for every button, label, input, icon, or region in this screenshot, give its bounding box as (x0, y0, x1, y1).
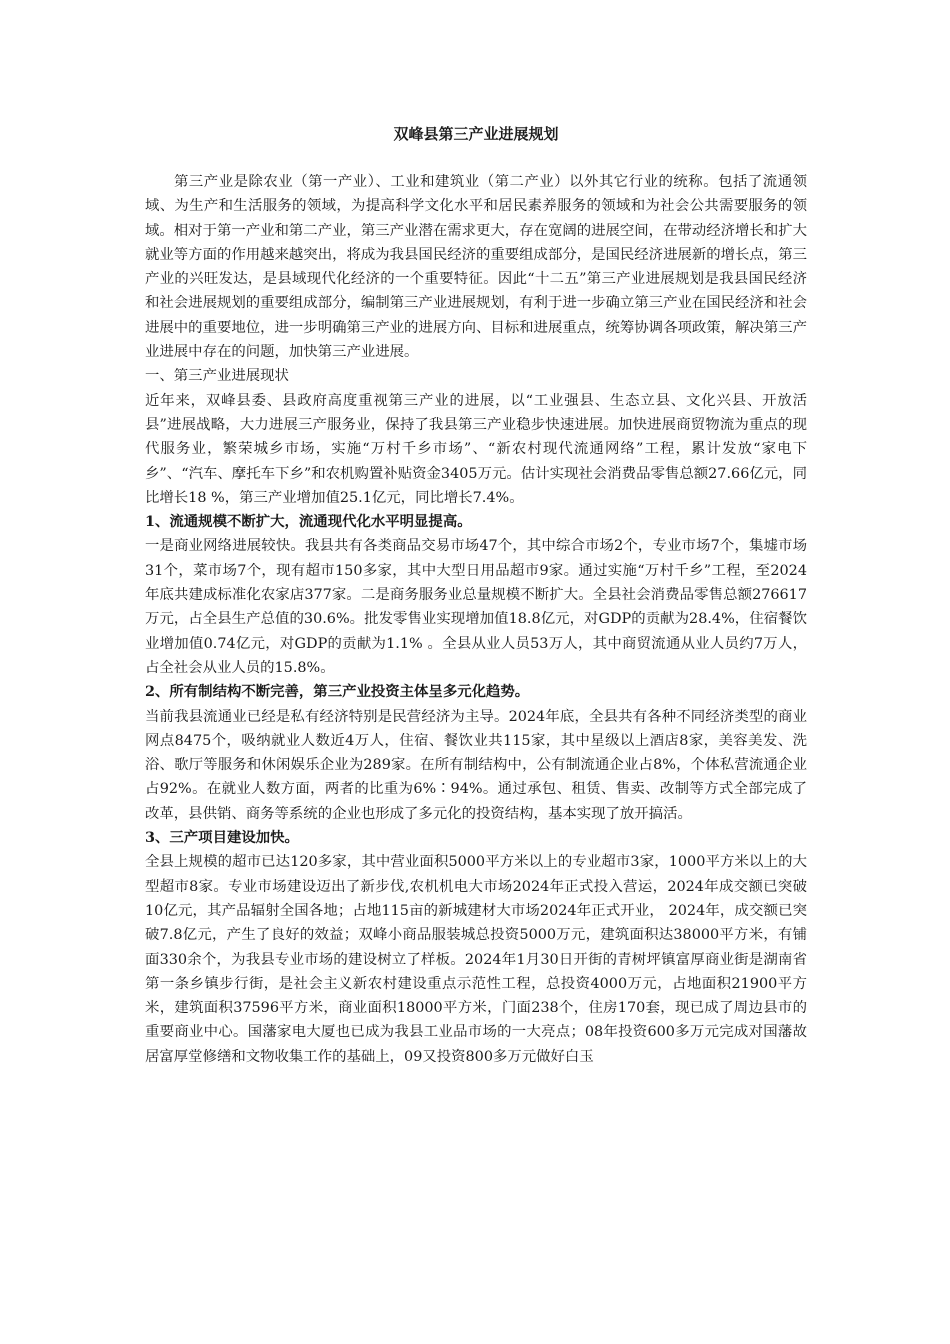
ownership-paragraph: 当前我县流通业已经是私有经济特别是民营经济为主导。2024年底，全县共有各种不同经济类型的商业网点8475个，吸纳就业人数近4万人，住宿、餐饮业共115家，其中星级以上酒店8家，美容美发、洗浴、歌厅等服务和休闲娱乐企业为289家。在所有制结构中，公有制流通企业占8%，个体私营流通企业占92%。在就业人数方面，两者的比重为6%∶94%。通过承包、租赁、售卖、改制等方式全部完成了改革，县供销、商务等系统的企业也形成了多元化的投资结构，基本实现了放开搞活。 (145, 708, 807, 822)
document-page (145, 122, 807, 1069)
projects-paragraph: 全县上规模的超市已达120多家，其中营业面积5000平方米以上的专业超市3家，1000平方米以上的大型超市8家。专业市场建设迈出了新步伐,农机机电大市场2024年正式投入营运，2024年成交额已突破10亿元，其产品辐射全国各地；占地115亩的新城建材大市场2024年正式开业， 2024年，成交额已突破7.8亿元，产生了良好的效益；双峰小商品服装城总投资5000万元，建筑面积达38000平方米，有铺面330余个，为我县专业市场的建设树立了样板。2024年1月30日开街的青树坪镇富厚商业街是湖南省第一条乡镇步行街，是社会主义新农村建设重点示范性工程，总投资4000万元，占地面积21900平方米，建筑面积37596平方米，商业面积18000平方米，门面238个，住房170套，现已成了周边县市的重要商业中心。国藩家电大厦也已成为我县工业品市场的一大亮点；08年投资600多万元完成对国藩故居富厚堂修缮和文物收集工作的基础上，09又投资800多万元做好白玉 (145, 854, 807, 1065)
document-title: 双峰县第三产业进展规划 (393, 125, 559, 143)
section-heading-status: 一、第三产业进展现状 (145, 368, 289, 385)
intro-paragraph: 第三产业是除农业（第一产业）、工业和建筑业（第二产业）以外其它行业的统称。包括了流通领域、为生产和生活服务的领域，为提高科学文化水平和居民素养服务的领域和为社会公共需要服务的领域。相对于第一产业和第二产业，第三产业潜在需求更大，存在宽阔的进展空间，在带动经济增长和扩大就业等方面的作用越来越突出，将成为我县国民经济的重要组成部分，是国民经济进展新的增长点，第三产业的兴旺发达，是县域现代化经济的一个重要特征。因此“十二五”第三产业进展规划是我县国民经济和社会进展规划的重要组成部分，编制第三产业进展规划，有利于进一步确立第三产业在国民经济和社会进展中的重要地位，进一步明确第三产业的进展方向、目标和进展重点，统筹协调各项政策，解决第三产业进展中存在的问题，加快第三产业进展。 (145, 174, 807, 361)
status-paragraph: 近年来，双峰县委、县政府高度重视第三产业的进展，以“工业强县、生态立县、文化兴县、开放活县”进展战略，大力进展三产服务业，保持了我县第三产业稳步快速进展。加快进展商贸物流为重点的现代服务业，繁荣城乡市场，实施“万村千乡市场”、“新农村现代流通网络”工程，累计发放“家电下乡”、“汽车、摩托车下乡”和农机购置补贴资金3405万元。估计实现社会消费品零售总额27.66亿元，同比增长18 %，第三产业增加值25.1亿元，同比增长7.4%。 (145, 392, 807, 506)
circulation-paragraph: 一是商业网络进展较快。我县共有各类商品交易市场47个，其中综合市场2个，专业市场7个，集墟市场31个，菜市场7个，现有超市150多家，其中大型日用品超市9家。通过实施“万村千乡”工程，至2024年底共建成标准化农家店377家。二是商务服务业总量规模不断扩大。全县社会消费品零售总额276617万元，占全县生产总值的30.6%。批发零售业实现增加值18.8亿元，对GDP的贡献为28.4%，住宿餐饮业增加值0.74亿元，对GDP的贡献为1.1% 。全县从业人员53万人，其中商贸流通从业人员约7万人，占全社会从业人员的15.8%。 (145, 538, 807, 676)
subheading-ownership: 2、所有制结构不断完善，第三产业投资主体呈多元化趋势。 (145, 683, 530, 701)
subheading-circulation: 1、流通规模不断扩大，流通现代化水平明显提高。 (145, 513, 472, 531)
subheading-projects: 3、三产项目建设加快。 (145, 829, 299, 847)
